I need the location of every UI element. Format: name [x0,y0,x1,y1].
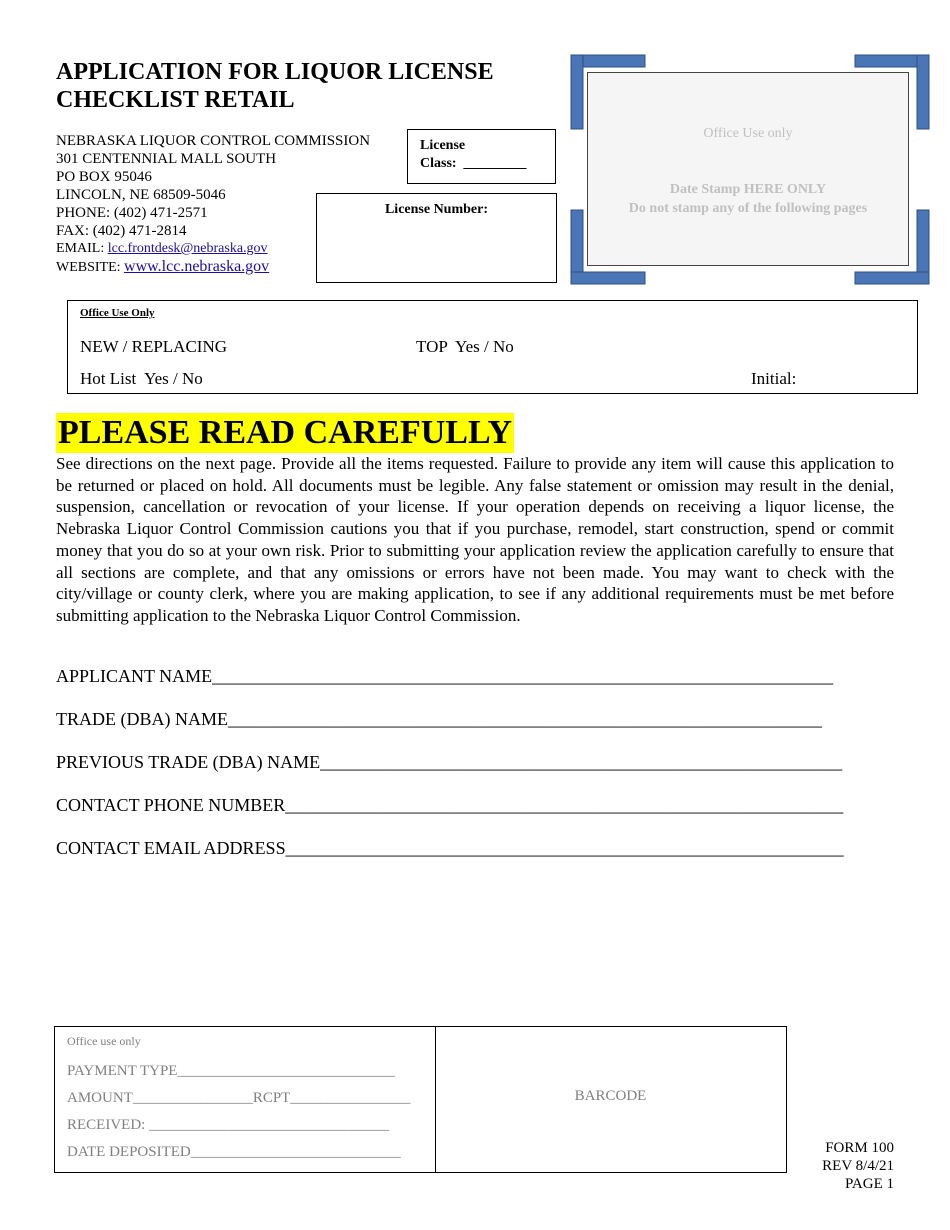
stamp-bracket-segment [571,55,583,129]
contact-email-field[interactable]: CONTACT EMAIL ADDRESS______________________________________________________________ [56,838,844,858]
payment-office-use: Office use only [67,1034,141,1048]
stamp-office-use: Office Use only [703,126,793,141]
agency-city: LINCOLN, NE 68509-5046 [56,187,226,203]
page-number: PAGE 1 [844,1176,894,1192]
applicant-name-field[interactable]: APPLICANT NAME_____________________________________________________________________ [56,666,834,686]
notice-heading: PLEASE READ CAREFULLY [58,414,513,451]
payment-box [54,1026,787,1173]
agency-phone: PHONE: (402) 471-2571 [56,205,208,221]
stamp-bracket-segment [571,272,645,284]
form-number: FORM 100 [825,1140,894,1156]
title-line-1: APPLICATION FOR LIQUOR LICENSE [56,59,494,85]
date-deposited-line: DATE DEPOSITED____________________________ [67,1144,401,1160]
stamp-inner-box [587,72,909,266]
form-identifier [822,1139,894,1193]
page-title [56,58,494,114]
license-class-box[interactable] [407,129,556,184]
stamp-bracket-segment [855,272,929,284]
agency-name: NEBRASKA LIQUOR CONTROL COMMISSION [56,133,371,149]
agency-street: 301 CENTENNIAL MALL SOUTH [56,151,277,167]
trade-name-field[interactable]: TRADE (DBA) NAME__________________________________________________________________ [56,709,822,729]
contact-phone-field[interactable]: CONTACT PHONE NUMBER______________________________________________________________ [56,795,844,815]
hot-list-yes-no: Hot List Yes / No [80,369,203,388]
website-link[interactable]: www.lcc.nebraska.gov [124,258,270,275]
email-link[interactable]: lcc.frontdesk@nebraska.gov [107,241,268,256]
received-line: RECEIVED: ________________________________ [67,1117,390,1133]
agency-pobox: PO BOX 95046 [56,169,152,185]
payment-type-line: PAYMENT TYPE_____________________________ [67,1063,395,1079]
top-yes-no: TOP Yes / No [416,337,514,356]
website-label: WEBSITE: [56,260,125,275]
license-number-label: License Number: [384,202,489,217]
license-class-label-1: License [420,138,466,153]
license-class-label-2: Class: _________ [420,156,527,171]
agency-fax: FAX: (402) 471-2814 [56,223,187,239]
stamp-line-3: Do not stamp any of the following pages [628,201,868,216]
stamp-instructions [588,180,908,218]
license-number-box[interactable] [316,193,557,283]
notice-body: See directions on the next page. Provide all the items requested. Failure to provide any item will cause this application to be returned or placed on hold. All documents must be legible. Any false statement or omission may result in the denial, suspension, cancellation or revocation of your license. If your operation depends on receiving a liquor license, the Nebraska Liquor Control Commission cautions you that if you purchase, remodel, start construction, spend or commit money that you do so at your own risk. Prior to submitting your application review the application carefully to ensure that all sections are complete, and that any omissions or errors have not been made. You may want to check with the city/village or county clerk, where you are making application, to see if any additional requirements must be met before submitting application to the Nebraska Liquor Control Commission. [56,454,894,625]
new-replacing: NEW / REPLACING [80,337,228,356]
initial-label: Initial: [751,369,797,388]
stamp-bracket-segment [917,55,929,129]
amount-rcpt-line: AMOUNT________________RCPT________________ [67,1090,411,1106]
email-label: EMAIL: [56,241,108,256]
title-line-2: CHECKLIST RETAIL [56,87,295,113]
office-use-label: Office Use Only [80,307,155,319]
date-stamp-area [570,54,930,285]
office-use-box [67,300,918,394]
form-revision: REV 8/4/21 [822,1158,894,1174]
stamp-line-2: Date Stamp HERE ONLY [669,182,827,197]
previous-trade-name-field[interactable]: PREVIOUS TRADE (DBA) NAME__________________________________________________________ [56,752,843,772]
barcode-placeholder: BARCODE [574,1088,647,1104]
